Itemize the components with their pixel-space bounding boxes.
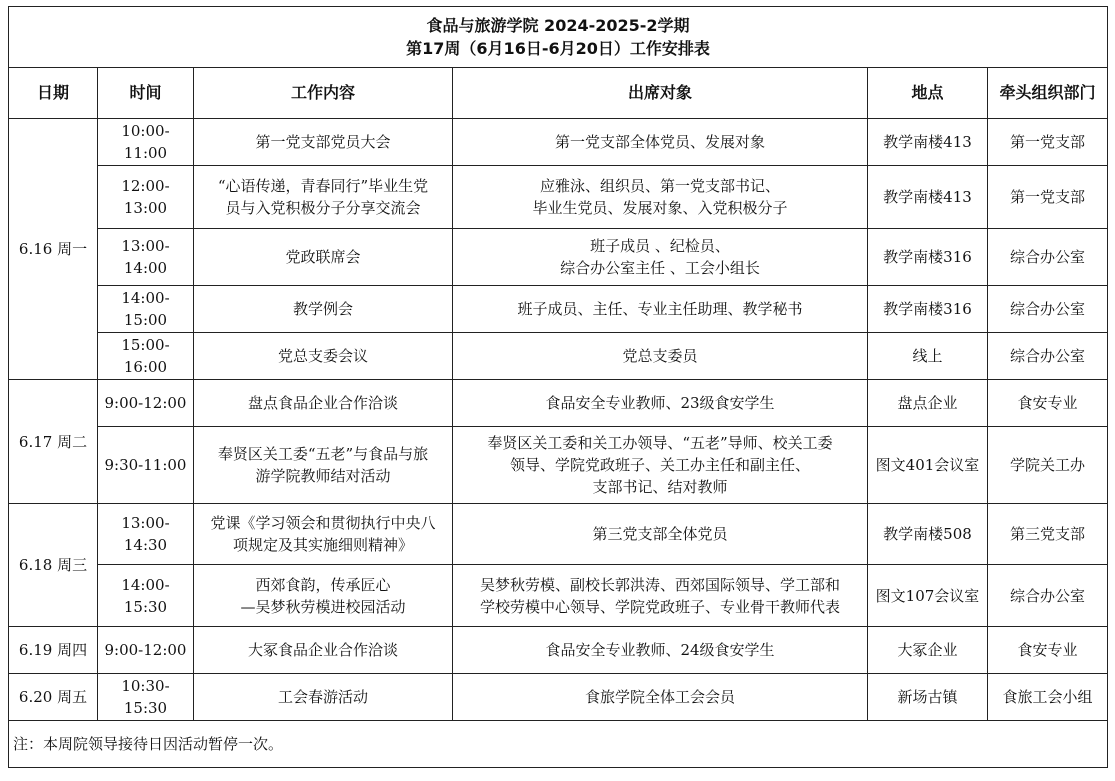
content-line: 大冢食品企业合作洽谈 [247,641,398,659]
time-cell: 14:00-15:00 [98,286,194,333]
department-cell: 学院关工办 [988,427,1108,504]
location-cell: 教学南楼316 [868,286,988,333]
attendees-line: 毕业生党员、发展对象、入党积极分子 [532,199,788,217]
attendees-cell [453,229,868,286]
department-cell: 食旅工会小组 [988,674,1108,721]
content-cell [194,565,453,627]
header-department: 牵头组织部门 [988,68,1108,119]
time-cell: 13:00-14:30 [98,504,194,565]
content-cell [194,166,453,229]
table-row [9,627,1108,674]
content-line: 工会春游活动 [277,688,368,706]
title-line-1: 食品与旅游学院 2024-2025-2学期 [426,16,690,35]
department-cell: 食安专业 [988,627,1108,674]
content-line: 盘点食品企业合作洽谈 [247,394,398,412]
attendees-cell [453,427,868,504]
content-cell [194,380,453,427]
header-attendees: 出席对象 [453,68,868,119]
title-line-2: 第17周（6月16日-6月20日）工作安排表 [406,39,710,58]
time-cell: 9:30-11:00 [98,427,194,504]
content-line: 游学院教师结对活动 [255,467,391,485]
attendees-cell [453,286,868,333]
attendees-line: 支部书记、结对教师 [592,478,728,496]
table-row [9,166,1108,229]
attendees-line: 吴梦秋劳模、副校长郭洪涛、西郊国际领导、学工部和 [479,575,840,594]
header-location: 地点 [868,68,988,119]
date-cell: 6.19 周四 [9,627,98,674]
time-cell: 13:00-14:00 [98,229,194,286]
content-line: 教学例会 [292,300,353,318]
content-line: 第一党支部党员大会 [255,133,391,151]
table-row [9,229,1108,286]
table-row [9,565,1108,627]
content-cell [194,427,453,504]
department-cell: 综合办公室 [988,229,1108,286]
attendees-line: 食品安全专业教师、24级食安学生 [545,641,775,659]
page-title [9,7,1108,68]
content-line: —吴梦秋劳模进校园活动 [240,597,406,616]
date-cell: 6.20 周五 [9,674,98,721]
content-line: 奉贤区关工委“五老”与食品与旅 [217,445,429,463]
attendees-cell [453,627,868,674]
content-line: 党总支委会议 [277,347,368,365]
title-row [9,7,1108,68]
attendees-cell [453,380,868,427]
header-date: 日期 [9,68,98,119]
attendees-cell [453,504,868,565]
attendees-line: 学校劳模中心领导、学院党政班子、专业骨干教师代表 [479,597,840,616]
time-cell: 10:30-15:30 [98,674,194,721]
time-cell: 10:00-11:00 [98,119,194,166]
attendees-line: 应雅泳、组织员、第一党支部书记、 [539,177,780,195]
location-cell: 教学南楼508 [868,504,988,565]
location-cell: 教学南楼413 [868,119,988,166]
attendees-line: 第三党支部全体党员 [592,525,728,543]
attendees-line: 食旅学院全体工会会员 [584,688,735,706]
table-row [9,380,1108,427]
table-row [9,286,1108,333]
date-cell: 6.18 周三 [9,504,98,627]
date-cell: 6.16 周一 [9,119,98,380]
table-row [9,119,1108,166]
table-row [9,427,1108,504]
schedule-body [9,7,1108,768]
content-line: 党政联席会 [285,248,361,266]
content-line: 党课《学习领会和贯彻执行中央八 [210,514,436,532]
note-row [9,721,1108,768]
content-line: 西郊食韵，传承匠心 [255,575,391,594]
location-cell: 盘点企业 [868,380,988,427]
location-cell: 图文107会议室 [868,565,988,627]
department-cell: 综合办公室 [988,333,1108,380]
table-row [9,333,1108,380]
department-cell: 食安专业 [988,380,1108,427]
table-row [9,504,1108,565]
attendees-cell [453,333,868,380]
attendees-line: 第一党支部全体党员、发展对象 [554,133,765,151]
attendees-cell [453,565,868,627]
time-cell: 12:00-13:00 [98,166,194,229]
department-cell: 第一党支部 [988,119,1108,166]
attendees-cell [453,674,868,721]
content-cell [194,286,453,333]
department-cell: 第三党支部 [988,504,1108,565]
content-cell [194,119,453,166]
content-cell [194,627,453,674]
header-content: 工作内容 [194,68,453,119]
header-time: 时间 [98,68,194,119]
content-cell [194,229,453,286]
location-cell: 图文401会议室 [868,427,988,504]
department-cell: 综合办公室 [988,565,1108,627]
header-row [9,68,1108,119]
table-row [9,674,1108,721]
content-line: 员与入党积极分子分享交流会 [225,199,421,217]
department-cell: 综合办公室 [988,286,1108,333]
time-cell: 14:00-15:30 [98,565,194,627]
attendees-line: 党总支委员 [622,347,698,365]
content-line: 项规定及其实施细则精神》 [232,536,413,554]
date-cell: 6.17 周二 [9,380,98,504]
time-cell: 9:00-12:00 [98,627,194,674]
time-cell: 9:00-12:00 [98,380,194,427]
schedule-table [8,6,1108,768]
location-cell: 教学南楼413 [868,166,988,229]
location-cell: 大冢企业 [868,627,988,674]
content-cell [194,504,453,565]
footnote: 注：本周院领导接待日因活动暂停一次。 [9,721,1108,768]
attendees-cell [453,119,868,166]
attendees-cell [453,166,868,229]
content-line: “心语传递，青春同行”毕业生党 [217,177,429,195]
attendees-line: 奉贤区关工委和关工办领导、“五老”导师、校关工委 [487,434,833,452]
content-cell [194,333,453,380]
location-cell: 教学南楼316 [868,229,988,286]
time-cell: 15:00-16:00 [98,333,194,380]
content-cell [194,674,453,721]
attendees-line: 食品安全专业教师、23级食安学生 [545,394,775,412]
location-cell: 线上 [868,333,988,380]
attendees-line: 班子成员 、纪检员、 [590,237,730,255]
location-cell: 新场古镇 [868,674,988,721]
department-cell: 第一党支部 [988,166,1108,229]
attendees-line: 综合办公室主任 、工会小组长 [560,259,760,277]
attendees-line: 班子成员、主任、专业主任助理、教学秘书 [517,300,803,318]
attendees-line: 领导、学院党政班子、关工办主任和副主任、 [509,456,810,474]
